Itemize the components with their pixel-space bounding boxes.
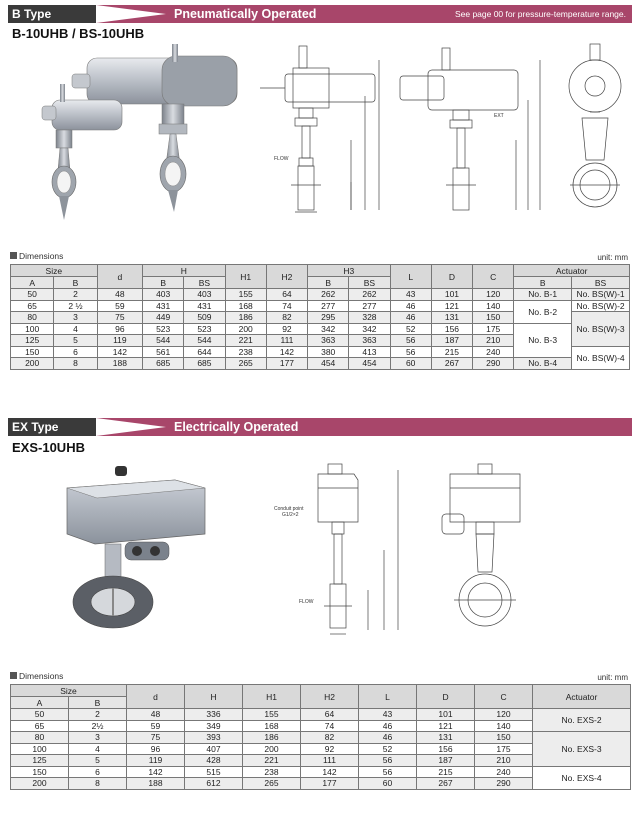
b-dimensions-table: [10, 264, 630, 370]
cell-h2: 142: [301, 766, 359, 778]
b-type-banner: [8, 5, 632, 23]
cell-l: 43: [359, 709, 417, 721]
cell-actuator-b: No. B-2: [514, 300, 572, 323]
cell-h3-bs: 454: [349, 358, 390, 370]
cell-dd: 121: [431, 300, 472, 312]
hdr-size: Size: [11, 265, 98, 277]
cell-h-b: 523: [143, 323, 184, 335]
table-row: [11, 358, 630, 370]
cell-h: 407: [185, 743, 243, 755]
pneumatic-side-drawing: [255, 40, 390, 215]
cell-h3-bs: 342: [349, 323, 390, 335]
cell-h-b: 544: [143, 335, 184, 347]
cell-h1: 221: [225, 335, 266, 347]
table-row: [11, 323, 630, 335]
cell-a: 100: [11, 323, 54, 335]
table-row: [11, 289, 630, 301]
cell-actuator: No. EXS-2: [533, 709, 631, 732]
cell-d: 188: [127, 778, 185, 790]
hdr-dd: D: [431, 265, 472, 289]
cell-actuator-bs: No. BS(W)-3: [572, 312, 630, 347]
cell-h-bs: 544: [184, 335, 225, 347]
cell-a: 50: [11, 709, 69, 721]
cell-d: 59: [127, 720, 185, 732]
cell-b: 6: [54, 346, 97, 358]
hdr-l: L: [390, 265, 431, 289]
hdr-h: H: [185, 685, 243, 709]
hdr-h2: H2: [266, 265, 307, 289]
cell-h1: 186: [243, 732, 301, 744]
cell-c: 290: [475, 778, 533, 790]
cell-l: 46: [359, 720, 417, 732]
cell-dd: 215: [417, 766, 475, 778]
cell-actuator-bs: No. BS(W)-2: [572, 300, 630, 312]
cell-h-b: 403: [143, 289, 184, 301]
cell-a: 150: [11, 346, 54, 358]
cell-d: 75: [97, 312, 142, 324]
cell-a: 200: [11, 358, 54, 370]
cell-h3-bs: 363: [349, 335, 390, 347]
cell-h1: 238: [225, 346, 266, 358]
cell-h3-b: 380: [308, 346, 349, 358]
cell-l: 52: [359, 743, 417, 755]
cell-h-b: 561: [143, 346, 184, 358]
hdr-h: H: [143, 265, 226, 277]
cell-h2: 64: [266, 289, 307, 301]
cell-b: 2½: [69, 720, 127, 732]
cell-h1: 155: [225, 289, 266, 301]
cell-a: 65: [11, 720, 69, 732]
cell-c: 240: [473, 346, 514, 358]
hdr-h2: H2: [301, 685, 359, 709]
hdr-c: C: [473, 265, 514, 289]
hdr-h3-bs: BS: [349, 277, 390, 289]
cell-h: 349: [185, 720, 243, 732]
cell-h3-bs: 328: [349, 312, 390, 324]
hdr-actuator: Actuator: [514, 265, 630, 277]
cell-h3-b: 454: [308, 358, 349, 370]
b-type-note: See page 00 for pressure-temperature range.: [454, 9, 626, 19]
b-type-model: B-10UHB / BS-10UHB: [12, 26, 145, 41]
hdr-b: B: [54, 277, 97, 289]
table-row: [11, 766, 631, 778]
cell-dd: 156: [431, 323, 472, 335]
cell-a: 80: [11, 732, 69, 744]
cell-h2: 74: [301, 720, 359, 732]
cell-b: 2: [54, 289, 97, 301]
cell-h2: 111: [266, 335, 307, 347]
cell-h: 393: [185, 732, 243, 744]
cell-h-bs: 431: [184, 300, 225, 312]
cell-l: 56: [390, 335, 431, 347]
table-row: [11, 709, 631, 721]
hdr-a: A: [11, 277, 54, 289]
cell-h2: 177: [301, 778, 359, 790]
cell-a: 125: [11, 755, 69, 767]
cell-dd: 101: [431, 289, 472, 301]
cell-a: 65: [11, 300, 54, 312]
cell-h2: 177: [266, 358, 307, 370]
hdr-act-b: B: [514, 277, 572, 289]
cell-b: 6: [69, 766, 127, 778]
pneumatic-valve-photo: [12, 44, 252, 224]
exit-label-b: EXT: [494, 113, 504, 119]
cell-h1: 265: [225, 358, 266, 370]
cell-d: 119: [97, 335, 142, 347]
cell-actuator: No. EXS-3: [533, 732, 631, 767]
cell-c: 175: [473, 323, 514, 335]
cell-dd: 131: [431, 312, 472, 324]
cell-dd: 131: [417, 732, 475, 744]
cell-l: 43: [390, 289, 431, 301]
b-unit-label: unit: mm: [597, 253, 628, 262]
pneumatic-end-drawing: [560, 40, 630, 215]
cell-b: 3: [69, 732, 127, 744]
hdr-size: Size: [11, 685, 127, 697]
cell-h-b: 449: [143, 312, 184, 324]
b-type-tag: B Type: [8, 5, 96, 23]
b-type-title: Pneumatically Operated: [174, 7, 317, 21]
cell-h-bs: 644: [184, 346, 225, 358]
cell-l: 56: [390, 346, 431, 358]
cell-l: 60: [390, 358, 431, 370]
pneumatic-front-drawing: [398, 40, 548, 215]
hdr-l: L: [359, 685, 417, 709]
table-row: [11, 732, 631, 744]
cell-b: 3: [54, 312, 97, 324]
cell-actuator-b: No. B-1: [514, 289, 572, 301]
cell-h1: 265: [243, 778, 301, 790]
cell-l: 46: [390, 312, 431, 324]
cell-dd: 156: [417, 743, 475, 755]
ex-type-banner: [8, 418, 632, 436]
cell-c: 140: [475, 720, 533, 732]
cell-actuator-bs: No. BS(W)-4: [572, 346, 630, 369]
cell-dd: 267: [431, 358, 472, 370]
cell-c: 175: [475, 743, 533, 755]
flow-label-ex: FLOW: [299, 599, 314, 605]
cell-h-bs: 685: [184, 358, 225, 370]
cell-h3-bs: 277: [349, 300, 390, 312]
cell-c: 240: [475, 766, 533, 778]
cell-d: 119: [127, 755, 185, 767]
electric-end-drawing: [440, 460, 530, 640]
cell-a: 200: [11, 778, 69, 790]
cell-h3-b: 262: [308, 289, 349, 301]
cell-c: 210: [473, 335, 514, 347]
cell-h2: 64: [301, 709, 359, 721]
hdr-h3: H3: [308, 265, 391, 277]
cell-l: 52: [390, 323, 431, 335]
cell-c: 120: [475, 709, 533, 721]
hdr-actuator: Actuator: [533, 685, 631, 709]
cell-a: 150: [11, 766, 69, 778]
ex-type-model: EXS-10UHB: [12, 440, 85, 455]
cell-h: 515: [185, 766, 243, 778]
cell-h1: 238: [243, 766, 301, 778]
cell-l: 56: [359, 755, 417, 767]
hdr-c: C: [475, 685, 533, 709]
cell-b: 2: [69, 709, 127, 721]
cell-h2: 92: [266, 323, 307, 335]
hdr-h1: H1: [243, 685, 301, 709]
cell-l: 56: [359, 766, 417, 778]
cell-h-b: 685: [143, 358, 184, 370]
flow-label-b: FLOW: [274, 156, 289, 162]
hdr-b: B: [69, 697, 127, 709]
cell-d: 142: [127, 766, 185, 778]
cell-l: 46: [359, 732, 417, 744]
electric-valve-photo: [55, 462, 215, 632]
cell-c: 140: [473, 300, 514, 312]
cell-b: 5: [54, 335, 97, 347]
hdr-dd: D: [417, 685, 475, 709]
cell-h3-b: 363: [308, 335, 349, 347]
cell-b: 8: [54, 358, 97, 370]
cell-h1: 168: [225, 300, 266, 312]
hdr-h-bs: BS: [184, 277, 225, 289]
cell-d: 188: [97, 358, 142, 370]
ex-dimensions-table: [10, 684, 631, 790]
cell-h3-b: 277: [308, 300, 349, 312]
cell-d: 59: [97, 300, 142, 312]
cell-a: 100: [11, 743, 69, 755]
hdr-h1: H1: [225, 265, 266, 289]
cell-h1: 168: [243, 720, 301, 732]
cell-a: 80: [11, 312, 54, 324]
cell-h2: 82: [266, 312, 307, 324]
cell-dd: 187: [431, 335, 472, 347]
cell-h1: 155: [243, 709, 301, 721]
cell-h3-bs: 413: [349, 346, 390, 358]
banner-arrow: [96, 5, 166, 23]
cell-h-bs: 523: [184, 323, 225, 335]
b-dimensions-label: Dimensions: [10, 251, 63, 261]
cell-dd: 187: [417, 755, 475, 767]
cell-dd: 121: [417, 720, 475, 732]
electric-side-drawing: [288, 460, 408, 640]
cell-d: 48: [97, 289, 142, 301]
cell-b: 2 ½: [54, 300, 97, 312]
hdr-d: d: [97, 265, 142, 289]
cell-l: 60: [359, 778, 417, 790]
banner-arrow: [96, 418, 166, 436]
cell-h-b: 431: [143, 300, 184, 312]
cell-c: 150: [475, 732, 533, 744]
hdr-h3-b: B: [308, 277, 349, 289]
cell-d: 96: [97, 323, 142, 335]
cell-h2: 74: [266, 300, 307, 312]
cell-b: 4: [69, 743, 127, 755]
cell-h1: 200: [243, 743, 301, 755]
cell-h1: 221: [243, 755, 301, 767]
cell-c: 290: [473, 358, 514, 370]
ex-type-tag: EX Type: [8, 418, 96, 436]
cell-b: 5: [69, 755, 127, 767]
hdr-a: A: [11, 697, 69, 709]
cell-c: 120: [473, 289, 514, 301]
cell-h2: 142: [266, 346, 307, 358]
cell-actuator-b: No. B-3: [514, 323, 572, 358]
conduit-label: Conduit point G1/2×2: [274, 506, 304, 518]
cell-h3-b: 342: [308, 323, 349, 335]
cell-h: 612: [185, 778, 243, 790]
cell-h3-bs: 262: [349, 289, 390, 301]
cell-h2: 82: [301, 732, 359, 744]
cell-dd: 101: [417, 709, 475, 721]
cell-h: 336: [185, 709, 243, 721]
cell-h2: 111: [301, 755, 359, 767]
hdr-d: d: [127, 685, 185, 709]
cell-d: 96: [127, 743, 185, 755]
hdr-act-bs: BS: [572, 277, 630, 289]
cell-c: 150: [473, 312, 514, 324]
cell-d: 48: [127, 709, 185, 721]
cell-dd: 267: [417, 778, 475, 790]
cell-a: 50: [11, 289, 54, 301]
cell-h1: 200: [225, 323, 266, 335]
cell-h: 428: [185, 755, 243, 767]
cell-actuator: No. EXS-4: [533, 766, 631, 789]
cell-h1: 186: [225, 312, 266, 324]
cell-a: 125: [11, 335, 54, 347]
cell-l: 46: [390, 300, 431, 312]
hdr-h-b: B: [143, 277, 184, 289]
table-row: [11, 300, 630, 312]
cell-b: 4: [54, 323, 97, 335]
ex-dimensions-label: Dimensions: [10, 671, 63, 681]
cell-h-bs: 509: [184, 312, 225, 324]
cell-h2: 92: [301, 743, 359, 755]
cell-d: 142: [97, 346, 142, 358]
ex-type-title: Electrically Operated: [174, 420, 299, 434]
cell-h3-b: 295: [308, 312, 349, 324]
cell-b: 8: [69, 778, 127, 790]
cell-h-bs: 403: [184, 289, 225, 301]
cell-dd: 215: [431, 346, 472, 358]
cell-d: 75: [127, 732, 185, 744]
ex-unit-label: unit: mm: [597, 673, 628, 682]
cell-actuator-bs: No. BS(W)-1: [572, 289, 630, 301]
cell-c: 210: [475, 755, 533, 767]
cell-actuator-b: No. B-4: [514, 358, 572, 370]
